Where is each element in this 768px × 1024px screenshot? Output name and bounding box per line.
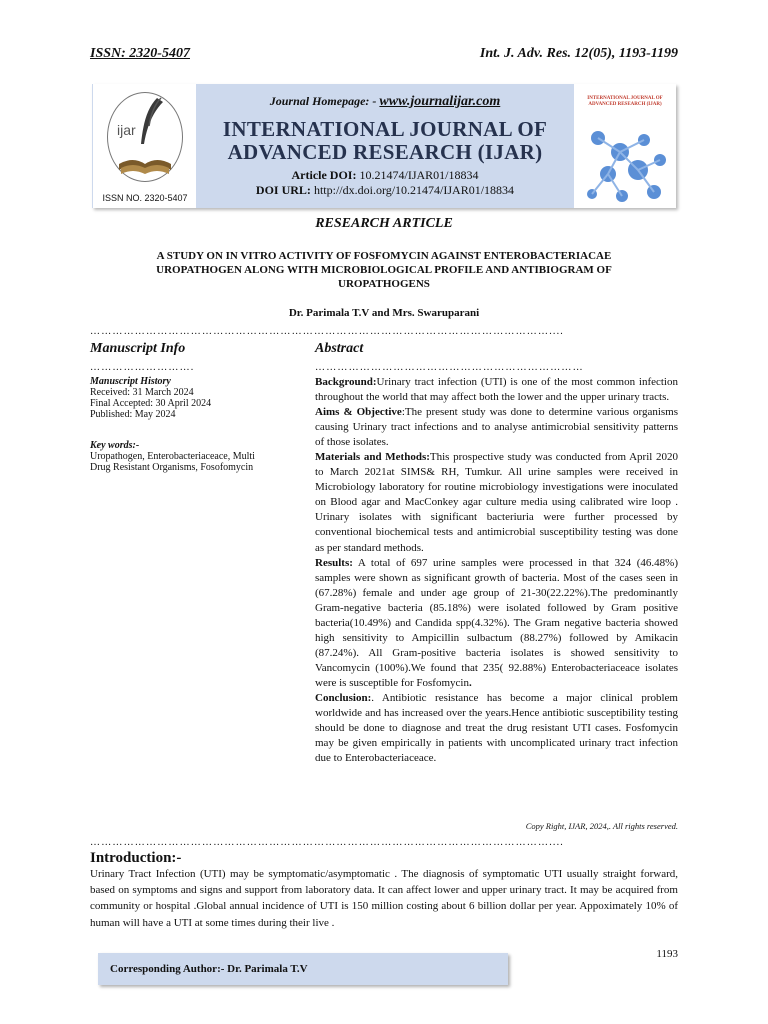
abstract-heading: Abstract (315, 341, 364, 356)
history-heading: Manuscript History (90, 376, 171, 387)
abstract-results: Results: A total of 697 urine samples were processed in that 324 (46.48%) samples were shown as significant growth of bacteria. Most of the cases seen in (67.28%) female and under age group of 21-30(22.22%).The predominantly Gram-negative bacteria (85.18%) were isolated followed by Gram positive bacteria(10.49%) and Candida spp(4.32%). The Gram negative bacteria showed high sensitivity to Ampicillin sulbactum (88.27%) followed by Amikacin (87.24%). All Gram-positive bacteria isolates is showed sensitivity to Vancomycin (100%).We found that 235( 92.88%) Enterobacteriaceace isolates were is susceptible for Fosfomycin. (315, 556, 678, 689)
accepted-date: Final Accepted: 30 April 2024 (90, 398, 212, 409)
journal-title-line2: ADVANCED RESEARCH (IJAR) (227, 140, 543, 164)
corresponding-author-box: Corresponding Author:- Dr. Parimala T.V (98, 953, 508, 985)
page-number: 1193 (656, 948, 678, 960)
running-header (90, 46, 678, 62)
abstract-methods: Materials and Methods:This prospective study was conducted from April 2020 to March 2021at SIMS& RH, Tumkur. All urine samples were received in Microbiology laboratory for routine microbiology investigations were inoculated on Blood agar and MacConkey agar culture media using calibrated wire loop . Urinary isolates with significant bacteriuria were further processed by conventional biochemical tests and antimicrobial susceptibility testing was done as per standard methods. (315, 451, 678, 554)
homepage-label: Journal Homepage: - (269, 94, 377, 108)
journal-title-line1: INTERNATIONAL JOURNAL OF (222, 117, 548, 141)
authors: Dr. Parimala T.V and Mrs. Swaruparani (288, 307, 480, 319)
journal-homepage (200, 94, 570, 110)
divider: …………………………………………………………………………………………………………….... (90, 838, 564, 848)
journal-logo (93, 84, 196, 208)
introduction-text: Urinary Tract Infection (UTI) may be symptomatic/asymptomatic . The diagnosis of symptomatic UTI usually straight forward, based on symptoms and signs and support from laboratory data. It can affect lower and upper urinary tract. It may be acquired from community or hospital .Global annual incidence of UTI is 150 million costing about 6 billion dollar per year. Appoximately 10% of human will have a UTI at some times during their live . (90, 868, 678, 929)
paper-title-line: UROPATHOGEN ALONG WITH MICROBIOLOGICAL PROFILE AND ANTIBIOGRAM OF (156, 264, 612, 276)
doi-block (200, 168, 570, 198)
manuscript-info-heading: Manuscript Info (90, 341, 186, 356)
citation-header: Int. J. Adv. Res. 12(05), 1193-1199 (479, 46, 678, 61)
copyright-note: Copy Right, IJAR, 2024,. All rights reserved. (525, 821, 678, 831)
doi-url-link[interactable]: http://dx.doi.org/10.21474/IJAR01/18834 (313, 183, 515, 197)
issn-header: ISSN: 2320-5407 (90, 46, 190, 61)
received-date: Received: 31 March 2024 (90, 387, 194, 398)
keywords-heading: Key words:- (90, 440, 140, 451)
journal-cover (574, 84, 676, 208)
homepage-link[interactable]: www.journalijar.com (379, 94, 501, 109)
doi-url-label: DOI URL: (255, 183, 311, 197)
divider: …………………………………………………………………………………………………………….... (90, 327, 564, 337)
manuscript-info (90, 376, 290, 473)
divider: ……………………………………………………………… (315, 363, 584, 373)
molecule-graphic (578, 118, 674, 206)
keywords-line: Uropathogen, Enterobacteriaceace, Multi (90, 451, 255, 462)
abstract-aims: Aims & Objective:The present study was done to determine various organisms causing Urinary tract infections and to analyse antimicrobial sensitivity patterns of those isolates. (315, 406, 678, 449)
journal-title (200, 118, 570, 164)
logo-text: ijar (117, 122, 136, 138)
divider: ………………………. (90, 363, 195, 373)
doi-value: 10.21474/IJAR01/18834 (359, 168, 479, 182)
paper-title (110, 249, 658, 291)
introduction-heading: Introduction:- (90, 850, 182, 866)
abstract-body (315, 375, 678, 766)
published-date: Published: May 2024 (90, 409, 176, 420)
article-type: RESEARCH ARTICLE (315, 216, 453, 231)
paper-title-line: A STUDY ON IN VITRO ACTIVITY OF FOSFOMYCIN AGAINST ENTEROBACTERIACAE (156, 250, 612, 262)
abstract-conclusion: Conclusion:. Antibiotic resistance has become a major clinical problem worldwide and has increased over the years.Hence antibiotic susceptibility testing should be done to diagnose and treat the drug resistant UTI cases. Fosfomycin may be given empirically in patients with uncomplicated urinary tract infection due to Enterobacteriaceace. (315, 691, 678, 765)
doi-label: Article DOI: (291, 168, 357, 182)
keywords-line: Drug Resistant Organisms, Fosofomycin (90, 462, 254, 473)
abstract-background: Background:Urinary tract infection (UTI) is one of the most common infection throughout the world that may affect both the lower and the upper urinary tracts. (315, 376, 678, 404)
paper-title-line: UROPATHOGENS (338, 278, 430, 290)
logo-issn: ISSN NO. 2320-5407 (102, 193, 188, 203)
cover-title: INTERNATIONAL JOURNAL OF ADVANCED RESEARCH (IJAR) (587, 96, 663, 107)
